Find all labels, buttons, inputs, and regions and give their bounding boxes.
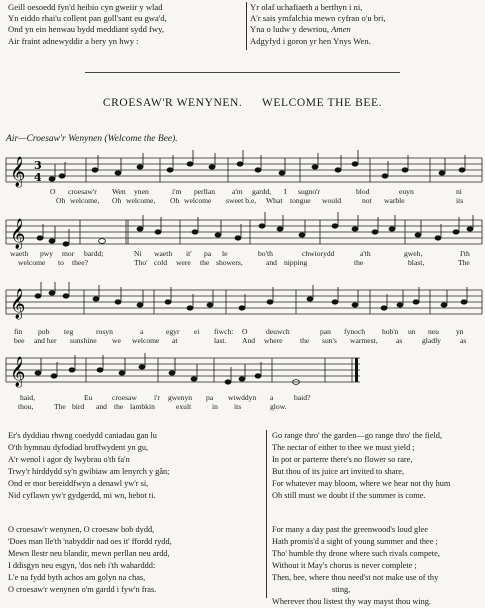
- section-rule: [85, 72, 400, 73]
- lyric-word: waeth: [154, 249, 173, 258]
- lyric-word: croesaw: [112, 393, 137, 402]
- verse-line: Wherever thou listest thy way mayst thou wing.: [272, 597, 431, 607]
- lyric-word: its: [456, 196, 464, 205]
- verse-line: Er's dyddiau rhwng coedydd caniadau gan lu: [8, 431, 157, 440]
- lyric-word: deuwch: [266, 327, 290, 336]
- verse-line: L'e na fydd byth achos am golyn na chas,: [8, 572, 146, 582]
- notes: [37, 212, 473, 246]
- lyric-word: ei: [194, 327, 200, 336]
- lyric-word: showers,: [216, 258, 243, 267]
- column-divider: [246, 2, 247, 50]
- lyric-word: chwiorydd: [302, 249, 335, 258]
- stanza-gap: [272, 503, 482, 524]
- verse-line: Air fraint adnewyddir a bery yn hwy :: [8, 35, 139, 46]
- lyric-word: egyr: [166, 327, 180, 336]
- lyric-word: the: [114, 402, 124, 411]
- lyric-word: gwenyn: [168, 393, 193, 402]
- title-welsh: CROESAW'R WENYNEN.: [102, 97, 243, 109]
- verse-line-start: Yna o ludw y dewriou,: [250, 24, 332, 35]
- verse-line: Hath promis'd a sight of young summer and thee ;: [272, 536, 438, 546]
- lyric-word: welcome,: [70, 196, 100, 205]
- lyric-word: thee?: [72, 258, 89, 267]
- lyric-word: Oh: [170, 196, 180, 205]
- lyric-word: sun's: [322, 336, 337, 345]
- verse-line: Yn eiddo rhai'u collent pan goll'sant eu gwa'd,: [8, 13, 167, 24]
- lyric-word: croesaw'r: [68, 187, 97, 196]
- verse-line: A'r sais ymfalchia mewn cyfran o'u bri,: [250, 13, 386, 24]
- lyric-word: baid?: [294, 393, 311, 402]
- verse-line: The nectar of either to thee we must yield ;: [272, 443, 415, 453]
- lyric-word: its: [234, 402, 242, 411]
- time-signature-top: 3: [34, 159, 42, 172]
- lyric-word: welcome,: [126, 196, 156, 205]
- lyric-word: tongue: [290, 196, 311, 205]
- lyric-word: un: [408, 327, 416, 336]
- lyric-word: thou,: [18, 402, 34, 411]
- top-verse-left: [8, 2, 246, 47]
- lyric-word: pan: [320, 327, 331, 336]
- verse-line: Trwy'r hirddydd sy'n gwibiaw am lenyrch y gân;: [8, 467, 170, 477]
- verse-line: Geill oesoedd fyn'd heibio cyn gweiir y wlad: [8, 2, 163, 12]
- lyric-word: neu: [428, 327, 439, 336]
- verses-right-column: [272, 430, 482, 608]
- lyric-word: perllan: [194, 187, 216, 196]
- verse-line: Go range thro' the garden—go range thro' the field,: [272, 431, 443, 440]
- lyric-word: ni: [456, 187, 462, 196]
- stanza-gap: [8, 503, 258, 524]
- lyric-word: The: [458, 258, 470, 267]
- lyric-word: gladly: [422, 336, 441, 345]
- verse-line: 'Does man lle'th 'nabyddir nad oes it' ffordd rydd,: [8, 536, 172, 546]
- lyric-word: pa: [204, 249, 212, 258]
- lyric-word: euyn: [399, 187, 414, 196]
- final-barline: [355, 358, 358, 382]
- lyric-word: a: [140, 327, 144, 336]
- verse-line: Tho' humble thy drone where such rivals compete,: [272, 548, 440, 558]
- verse-line: Mewn llestr neu blandir, mewn perllan neu ardd,: [8, 548, 170, 558]
- lyric-word: as: [396, 336, 403, 345]
- lyric-word: gardd,: [252, 187, 272, 196]
- page-title: [0, 97, 485, 109]
- verse-line: Adgyfyd i goron yr hen Ynys Wen.: [250, 35, 371, 46]
- verse-line: Oh still must we doubt if the summer is come.: [272, 491, 426, 501]
- lyric-word: I: [284, 187, 287, 196]
- verse-line: Without it May's chorus is never complete ;: [272, 560, 417, 570]
- notes: [49, 150, 465, 181]
- verse-line: Ond yn ein henwau bydd meddiant sydd fwy,: [8, 24, 165, 35]
- verse-line: Yr olaf uchafiaeth a berthyn i ni,: [250, 2, 363, 12]
- lyric-word: were: [176, 258, 191, 267]
- lyric-word: welcome: [184, 196, 212, 205]
- lyric-word: i'r: [154, 393, 161, 402]
- lyric-word: The: [54, 402, 66, 411]
- lyric-word: to: [58, 258, 64, 267]
- lyric-word: O: [242, 327, 248, 336]
- verse-line: O'th hymnau dyfodiad broffwydent yn gu,: [8, 443, 149, 453]
- lyric-word: and: [96, 402, 107, 411]
- lyric-word: hob'n: [382, 327, 399, 336]
- lyric-word: lambkin: [130, 402, 155, 411]
- lyric-word: blast,: [408, 258, 425, 267]
- lyric-word: sunshine: [70, 336, 97, 345]
- lyric-word: yn: [456, 327, 464, 336]
- column-divider: [266, 430, 267, 598]
- lyric-word: pob: [38, 327, 50, 336]
- lyric-word: le: [222, 249, 228, 258]
- verse-line: In pot or parterre there's no flower so rare,: [272, 455, 413, 465]
- lyric-word: wiwddyn: [228, 393, 257, 402]
- lyric-word: the: [354, 258, 364, 267]
- lyric-word: pa: [206, 393, 214, 402]
- amen-word: Amen: [331, 24, 351, 35]
- lyric-word: Oh: [56, 196, 66, 205]
- lyric-word: fynoch: [344, 327, 366, 336]
- verse-line: For whatever may bloom, where we hear not thy hum: [272, 479, 451, 489]
- lyric-word: warmest,: [350, 336, 378, 345]
- verse-line: A'r wenol i agor dy lwybrau o'th fa'n: [8, 455, 130, 465]
- lyric-word: What: [266, 196, 283, 205]
- lyric-word: and her: [34, 336, 57, 345]
- lyric-word: the: [200, 258, 210, 267]
- lyric-word: bo'th: [258, 249, 273, 258]
- lyric-word: exult: [176, 402, 192, 411]
- lyric-word: it': [186, 249, 192, 258]
- lyric-word: rosyn: [96, 327, 113, 336]
- lyric-word: the: [300, 336, 310, 345]
- lyric-word: And: [242, 336, 256, 345]
- lyric-word: and: [266, 258, 277, 267]
- verse-line: Then, bee, where thou need'st not make use of thy: [272, 572, 439, 582]
- lyric-word: sugno'r: [298, 187, 321, 196]
- lyric-word: welcome: [18, 258, 46, 267]
- lyric-word: a'm: [232, 187, 243, 196]
- lyric-word: mor: [62, 249, 75, 258]
- lyric-word: teg: [64, 327, 74, 336]
- lyric-word: where: [264, 336, 283, 345]
- treble-clef-icon: 𝄞: [10, 289, 26, 319]
- verse-line: Ond er mor bereiddfwyn a denawl yw'r si,: [8, 479, 149, 489]
- lyric-word: I'th: [460, 249, 470, 258]
- lyric-word: pwy: [40, 249, 54, 258]
- top-verse-right: [250, 2, 482, 47]
- verse-line: Nid cyflawn yw'r gydgerdd, mi wn, hebot ti.: [8, 491, 156, 501]
- lyric-word: nipping: [284, 258, 308, 267]
- lyric-word: Wen: [112, 187, 126, 196]
- air-caption: Air—Croesaw'r Wenynen (Welcome the Bee).: [6, 134, 178, 144]
- lyric-word: fiwch:: [214, 327, 234, 336]
- verse-line: But thou of its juice art invited to share,: [272, 467, 405, 477]
- lyric-word: Eu: [84, 393, 93, 402]
- lyric-word: sweet b.e,: [226, 196, 257, 205]
- lyric-word: Tho': [134, 258, 148, 267]
- lyric-word: bee: [14, 336, 25, 345]
- verse-line: O croesaw'r wenynen, O croesaw bob dydd,: [8, 524, 155, 534]
- treble-clef-icon: 𝄞: [10, 219, 26, 249]
- treble-clef-icon: 𝄞: [10, 357, 26, 387]
- lyric-word: a'th: [360, 249, 371, 258]
- lyric-word: Ni: [134, 249, 142, 258]
- lyric-word: as: [460, 336, 467, 345]
- time-signature-bottom: 4: [34, 171, 42, 184]
- lyric-word: i'm: [172, 187, 182, 196]
- verses-left-column: [8, 430, 258, 596]
- lyric-word: at: [172, 336, 178, 345]
- lyric-word: in: [212, 402, 218, 411]
- lyric-word: glow.: [270, 402, 287, 411]
- lyric-word: fin: [14, 327, 23, 336]
- title-english: WELCOME THE BEE.: [261, 97, 383, 109]
- verse-line: I ddisgyn neu esgyn, 'dos neb i'th waharddd:: [8, 560, 156, 570]
- treble-clef-icon: 𝄞: [10, 157, 26, 187]
- lyric-word: blod: [356, 187, 370, 196]
- lyric-word: a: [270, 393, 274, 402]
- lyric-word: warble: [384, 196, 405, 205]
- verse-line: [250, 24, 482, 35]
- lyric-word: last.: [214, 336, 227, 345]
- lyric-word: bardd;: [84, 249, 104, 258]
- lyric-word: waeth: [10, 249, 29, 258]
- lyric-word: we: [112, 336, 121, 345]
- lyric-word: not: [362, 196, 372, 205]
- verse-line: For many a day past the greenwood's loud glee: [272, 524, 428, 534]
- lyric-word: bird: [72, 402, 85, 411]
- lyric-word: haid,: [20, 393, 35, 402]
- lyric-word: Oh: [112, 196, 122, 205]
- verse-line: sting,: [332, 585, 351, 595]
- lyric-word: cold: [154, 258, 168, 267]
- lyric-word: gweh,: [404, 249, 423, 258]
- lyric-word: O: [50, 187, 56, 196]
- lyric-word: ynen: [134, 187, 149, 196]
- lyric-word: welcome: [132, 336, 160, 345]
- lyric-word: would: [322, 196, 341, 205]
- verse-line: O croesaw'r wenynen o'm gardd i fyw'n fras.: [8, 585, 157, 595]
